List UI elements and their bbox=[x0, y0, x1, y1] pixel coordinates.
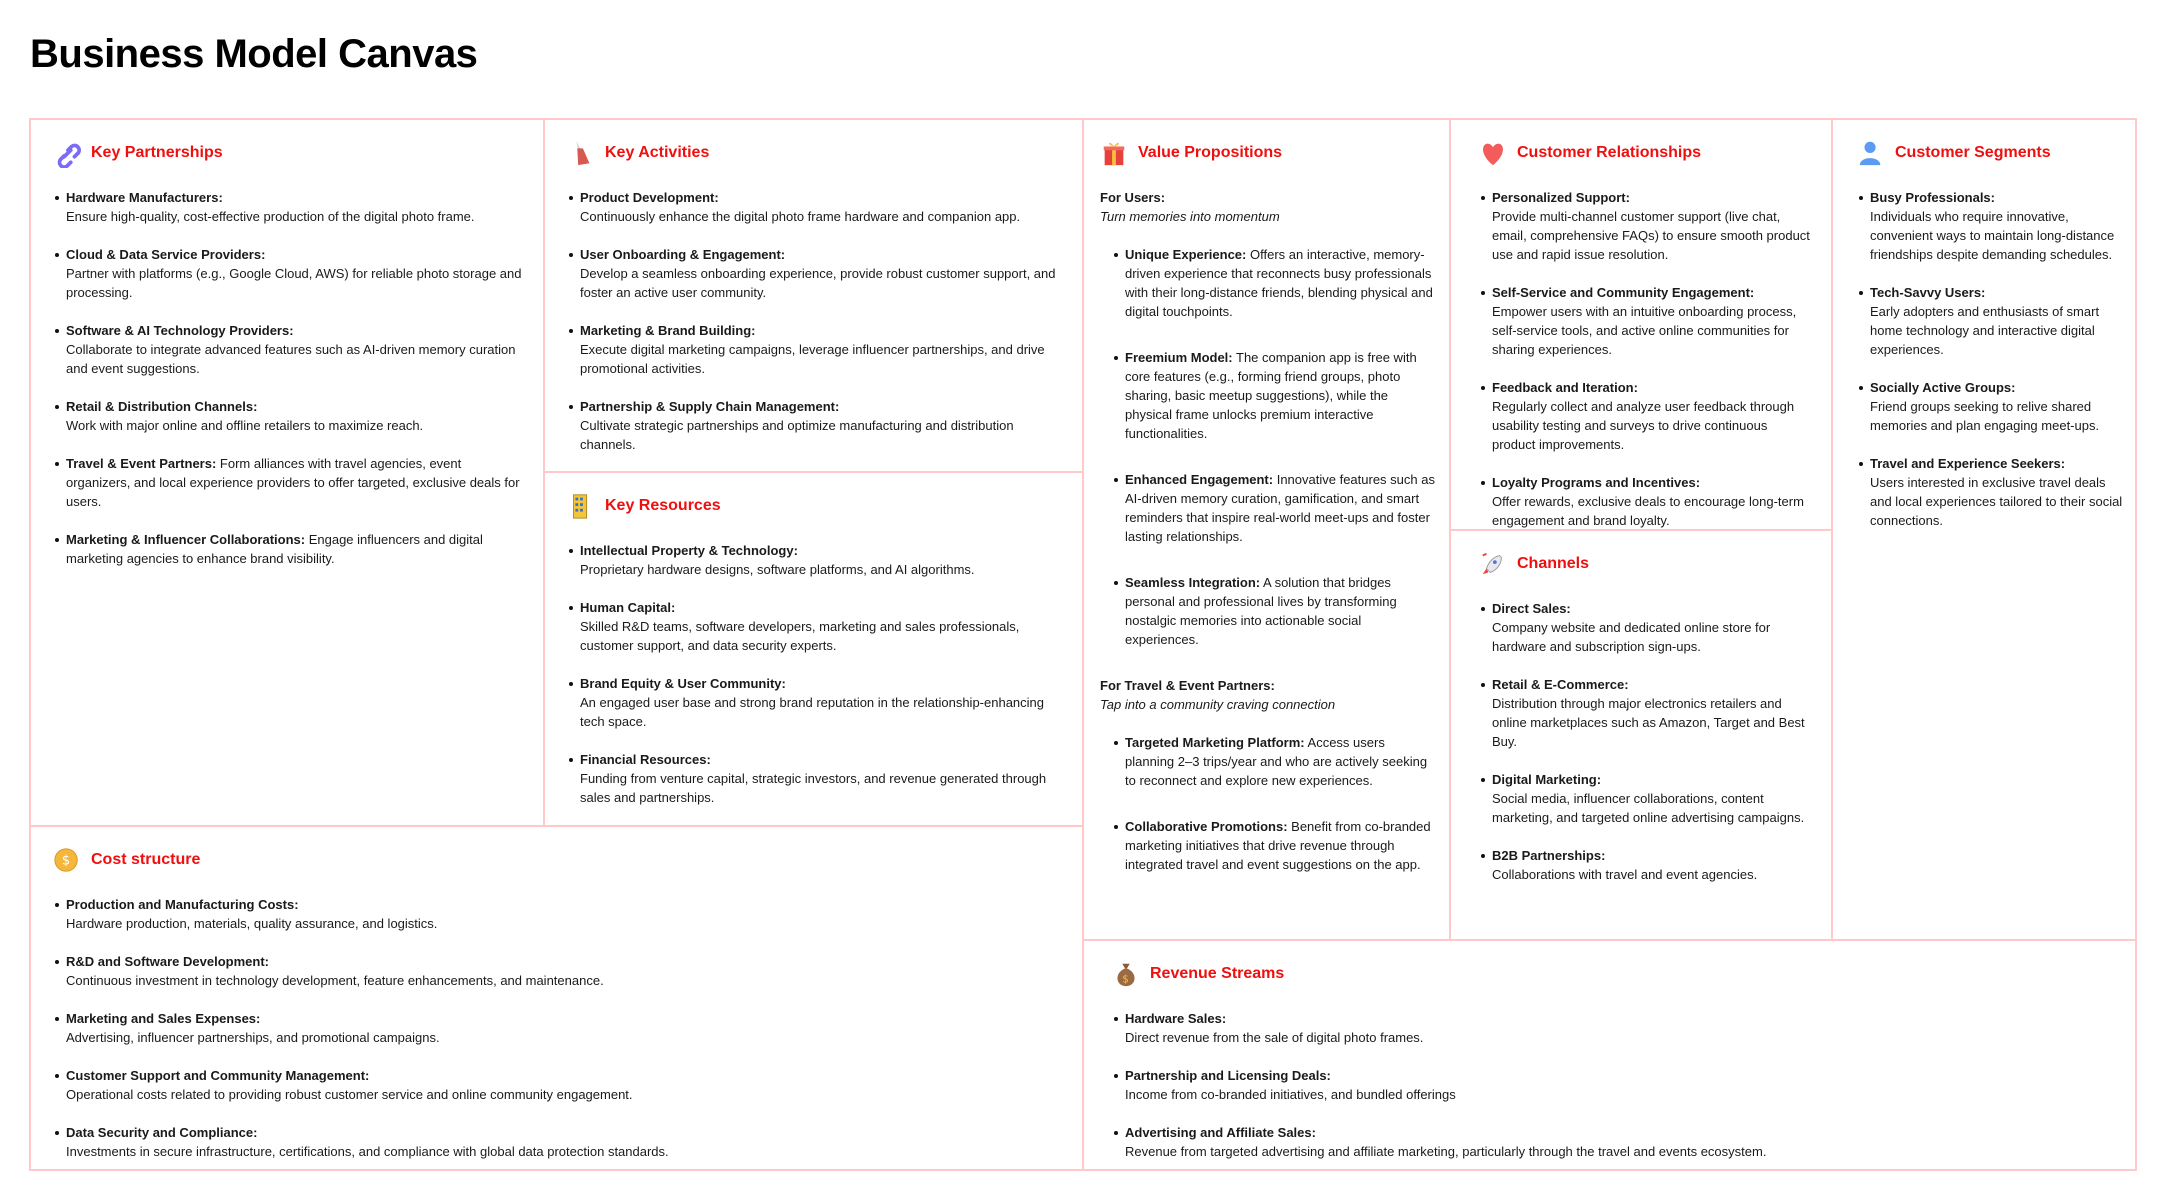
section-title: Revenue Streams bbox=[1150, 965, 1285, 982]
money-bag-icon bbox=[1112, 959, 1150, 989]
item-title: Hardware Manufacturers: bbox=[66, 190, 223, 205]
list-item bbox=[580, 598, 1062, 655]
list-item bbox=[580, 674, 1062, 731]
item-title: Digital Marketing: bbox=[1492, 772, 1602, 787]
item-title: Customer Support and Community Management: bbox=[66, 1068, 370, 1083]
item-text: Benefit from co-branded marketing initiatives that drive revenue through integrated travel and event suggestions on the app. bbox=[1125, 819, 1431, 872]
item-title: Partnership & Supply Chain Management: bbox=[580, 399, 840, 414]
item-title: Intellectual Property & Technology: bbox=[580, 543, 798, 558]
item-text: Innovative features such as AI-driven memory curation, gamification, and smart reminders that inspire real-world meet-ups and foster lasting relationships. bbox=[1125, 472, 1435, 544]
item-text: Funding from venture capital, strategic investors, and revenue generated through sales and partnerships. bbox=[580, 771, 1047, 805]
gift-icon bbox=[1100, 138, 1138, 168]
item-list bbox=[1857, 188, 2123, 530]
item-title: Travel & Event Partners: bbox=[66, 456, 217, 471]
page-title: Business Model Canvas bbox=[30, 32, 478, 76]
list-item bbox=[66, 188, 523, 226]
list-item bbox=[1870, 378, 2123, 435]
item-text: Partner with platforms (e.g., Google Cloud, AWS) for reliable photo storage and processing. bbox=[66, 266, 522, 300]
list-item bbox=[66, 895, 1062, 933]
section-title: Customer Relationships bbox=[1517, 144, 1702, 161]
item-text: Ensure high-quality, cost-effective production of the digital photo frame. bbox=[66, 209, 475, 224]
item-text: Form alliances with travel agencies, event organizers, and local experience providers to offer targeted, exclusive deals for users. bbox=[66, 456, 520, 509]
item-text: Skilled R&D teams, software developers, marketing and sales professionals, customer support, and data security experts. bbox=[580, 619, 1020, 653]
section-header bbox=[567, 136, 1062, 170]
item-title: Hardware Sales: bbox=[1125, 1011, 1227, 1026]
item-list bbox=[1100, 733, 1435, 874]
section-header bbox=[1479, 547, 1811, 581]
item-title: Marketing & Brand Building: bbox=[580, 323, 756, 338]
item-title: Data Security and Compliance: bbox=[66, 1125, 258, 1140]
item-text: Hardware production, materials, quality assurance, and logistics. bbox=[66, 916, 438, 931]
key-resources-section bbox=[543, 471, 1084, 827]
item-text: Provide multi-channel customer support (live chat, email, comprehensive FAQs) to ensure smooth product use and rapid issue resolution. bbox=[1492, 209, 1810, 262]
item-text: Offer rewards, exclusive deals to encourage long-term engagement and brand loyalty. bbox=[1492, 494, 1804, 528]
item-list bbox=[1112, 1009, 2115, 1161]
group-title: For Travel & Event Partners: bbox=[1100, 678, 1275, 693]
item-list bbox=[1100, 245, 1435, 649]
section-title: Customer Segments bbox=[1895, 144, 2051, 161]
list-item bbox=[580, 245, 1062, 302]
item-title: Freemium Model: bbox=[1125, 350, 1233, 365]
list-item bbox=[1125, 245, 1435, 321]
item-text: Distribution through major electronics retailers and online marketplaces such as Amazon, Target and Best Buy. bbox=[1492, 696, 1805, 749]
item-list bbox=[1479, 188, 1811, 530]
group-tagline: Tap into a community craving connection bbox=[1100, 697, 1336, 712]
group-tagline: Turn memories into momentum bbox=[1100, 209, 1280, 224]
item-text: Investments in secure infrastructure, certifications, and compliance with global data protection standards. bbox=[66, 1144, 669, 1159]
item-text: Continuous investment in technology development, feature enhancements, and maintenance. bbox=[66, 973, 604, 988]
list-item bbox=[1492, 770, 1811, 827]
item-title: B2B Partnerships: bbox=[1492, 848, 1606, 863]
svg-text:$: $ bbox=[1122, 973, 1129, 986]
list-item bbox=[66, 397, 523, 435]
customer-relationships-section bbox=[1449, 118, 1833, 531]
list-item bbox=[580, 188, 1062, 226]
list-item bbox=[580, 321, 1062, 378]
list-item bbox=[66, 245, 523, 302]
list-item bbox=[1870, 454, 2123, 530]
item-title: Direct Sales: bbox=[1492, 601, 1571, 616]
item-title: Feedback and Iteration: bbox=[1492, 380, 1638, 395]
list-item bbox=[1125, 1066, 2115, 1104]
building-icon bbox=[567, 491, 605, 521]
list-item bbox=[1870, 283, 2123, 359]
section-title: Key Resources bbox=[605, 497, 721, 514]
coin-icon bbox=[53, 845, 91, 875]
list-item bbox=[1492, 473, 1811, 530]
item-text: Individuals who require innovative, convenient ways to maintain long-distance friendships despite demanding schedules. bbox=[1870, 209, 2115, 262]
key-partnerships-section bbox=[29, 118, 545, 827]
list-item bbox=[66, 1066, 1062, 1104]
list-item bbox=[66, 321, 523, 378]
proposition-group bbox=[1100, 188, 1435, 649]
item-text: Work with major online and offline retailers to maximize reach. bbox=[66, 418, 424, 433]
item-title: Socially Active Groups: bbox=[1870, 380, 2016, 395]
item-text: Proprietary hardware designs, software platforms, and AI algorithms. bbox=[580, 562, 975, 577]
list-item bbox=[1492, 188, 1811, 264]
item-text: Users interested in exclusive travel deals and local experiences tailored to their social connections. bbox=[1870, 475, 2123, 528]
section-title: Value Propositions bbox=[1138, 144, 1283, 161]
item-title: Travel and Experience Seekers: bbox=[1870, 456, 2066, 471]
item-text: An engaged user base and strong brand reputation in the relationship-enhancing tech space. bbox=[580, 695, 1045, 729]
item-title: Tech-Savvy Users: bbox=[1870, 285, 1986, 300]
item-title: Marketing & Influencer Collaborations: bbox=[66, 532, 306, 547]
item-title: Retail & E-Commerce: bbox=[1492, 677, 1629, 692]
person-icon bbox=[1857, 138, 1895, 168]
item-title: Retail & Distribution Channels: bbox=[66, 399, 258, 414]
group-title: For Users: bbox=[1100, 190, 1166, 205]
item-title: Personalized Support: bbox=[1492, 190, 1630, 205]
value-propositions-section bbox=[1082, 118, 1451, 941]
heart-icon bbox=[1479, 138, 1517, 168]
item-text: Empower users with an intuitive onboarding process, self-service tools, and active online communities for sharing experiences. bbox=[1492, 304, 1797, 357]
item-text: Offers an interactive, memory-driven experience that reconnects busy professionals with their long-distance friends, blending physical and digital touchpoints. bbox=[1125, 247, 1433, 319]
item-title: Self-Service and Community Engagement: bbox=[1492, 285, 1755, 300]
section-title: Channels bbox=[1517, 555, 1590, 572]
item-list bbox=[53, 895, 1062, 1161]
svg-text:$: $ bbox=[61, 853, 71, 869]
list-item bbox=[66, 1123, 1062, 1161]
link-icon bbox=[53, 138, 91, 168]
item-title: Collaborative Promotions: bbox=[1125, 819, 1288, 834]
proposition-group bbox=[1100, 676, 1435, 874]
item-text: Cultivate strategic partnerships and optimize manufacturing and distribution channels. bbox=[580, 418, 1014, 452]
item-text: Company website and dedicated online store for hardware and subscription sign-ups. bbox=[1492, 620, 1771, 654]
broom-icon bbox=[567, 138, 605, 168]
list-item bbox=[580, 397, 1062, 454]
item-text: Operational costs related to providing robust customer service and online community engagement. bbox=[66, 1087, 633, 1102]
item-title: Seamless Integration: bbox=[1125, 575, 1261, 590]
item-title: Production and Manufacturing Costs: bbox=[66, 897, 299, 912]
revenue-streams-section bbox=[1082, 939, 2137, 1171]
item-text: A solution that bridges personal and professional lives by transforming nostalgic memories into actionable social experiences. bbox=[1125, 575, 1397, 647]
cost-structure-section bbox=[29, 825, 1084, 1171]
item-text: The companion app is free with core features (e.g., forming friend groups, photo sharing, basic meetup suggestions), while the physical frame unlocks premium interactive functionalities. bbox=[1125, 350, 1417, 441]
item-title: Busy Professionals: bbox=[1870, 190, 1995, 205]
list-item bbox=[1492, 283, 1811, 359]
list-item bbox=[1870, 188, 2123, 264]
section-header bbox=[53, 843, 1062, 877]
item-title: Targeted Marketing Platform: bbox=[1125, 735, 1305, 750]
list-item bbox=[1125, 573, 1435, 649]
item-title: Product Development: bbox=[580, 190, 719, 205]
item-title: R&D and Software Development: bbox=[66, 954, 269, 969]
item-text: Collaborate to integrate advanced features such as AI-driven memory curation and event suggestions. bbox=[66, 342, 516, 376]
section-title: Key Activities bbox=[605, 144, 710, 161]
item-title: User Onboarding & Engagement: bbox=[580, 247, 786, 262]
list-item bbox=[1125, 1009, 2115, 1047]
list-item bbox=[66, 454, 523, 511]
key-activities-section bbox=[543, 118, 1084, 473]
item-title: Cloud & Data Service Providers: bbox=[66, 247, 266, 262]
section-header bbox=[1479, 136, 1811, 170]
item-title: Unique Experience: bbox=[1125, 247, 1247, 262]
item-title: Financial Resources: bbox=[580, 752, 711, 767]
list-item bbox=[1492, 846, 1811, 884]
item-text: Develop a seamless onboarding experience, provide robust customer support, and foster an active user community. bbox=[580, 266, 1056, 300]
list-item bbox=[1125, 470, 1435, 546]
item-title: Brand Equity & User Community: bbox=[580, 676, 786, 691]
item-list bbox=[567, 541, 1062, 807]
list-item bbox=[1492, 675, 1811, 751]
list-item bbox=[1125, 817, 1435, 874]
section-title: Cost structure bbox=[91, 851, 201, 868]
section-header bbox=[1857, 136, 2123, 170]
item-text: Direct revenue from the sale of digital photo frames. bbox=[1125, 1030, 1424, 1045]
list-item bbox=[1492, 599, 1811, 656]
item-text: Early adopters and enthusiasts of smart home technology and interactive digital experiences. bbox=[1870, 304, 2100, 357]
item-text: Regularly collect and analyze user feedback through usability testing and surveys to drive continuous product improvements. bbox=[1492, 399, 1795, 452]
item-text: Continuously enhance the digital photo frame hardware and companion app. bbox=[580, 209, 1021, 224]
item-text: Engage influencers and digital marketing agencies to enhance brand visibility. bbox=[66, 532, 483, 566]
list-item bbox=[580, 541, 1062, 579]
item-text: Income from co-branded initiatives, and bundled offerings bbox=[1125, 1087, 1456, 1102]
item-text: Friend groups seeking to relive shared memories and plan engaging meet-ups. bbox=[1870, 399, 2100, 433]
rocket-icon bbox=[1479, 549, 1517, 579]
item-text: Access users planning 2–3 trips/year and who are actively seeking to reconnect and explore new experiences. bbox=[1125, 735, 1428, 788]
item-text: Social media, influencer collaborations, content marketing, and targeted online advertising campaigns. bbox=[1492, 791, 1805, 825]
customer-segments-section bbox=[1831, 118, 2137, 941]
list-item bbox=[1125, 1123, 2115, 1161]
item-text: Advertising, influencer partnerships, and promotional campaigns. bbox=[66, 1030, 440, 1045]
list-item bbox=[1125, 733, 1435, 790]
item-list bbox=[567, 188, 1062, 454]
section-header bbox=[1100, 136, 1435, 170]
item-title: Marketing and Sales Expenses: bbox=[66, 1011, 261, 1026]
list-item bbox=[66, 952, 1062, 990]
item-title: Enhanced Engagement: bbox=[1125, 472, 1274, 487]
section-title: Key Partnerships bbox=[91, 144, 223, 161]
item-text: Execute digital marketing campaigns, leverage influencer partnerships, and drive promotional activities. bbox=[580, 342, 1045, 376]
item-list bbox=[53, 188, 523, 568]
list-item bbox=[66, 530, 523, 568]
item-title: Advertising and Affiliate Sales: bbox=[1125, 1125, 1316, 1140]
item-title: Partnership and Licensing Deals: bbox=[1125, 1068, 1331, 1083]
channels-section bbox=[1449, 529, 1833, 941]
section-header bbox=[53, 136, 523, 170]
list-item bbox=[1492, 378, 1811, 454]
item-text: Collaborations with travel and event agencies. bbox=[1492, 867, 1758, 882]
item-title: Human Capital: bbox=[580, 600, 676, 615]
list-item bbox=[1125, 348, 1435, 443]
list-item bbox=[66, 1009, 1062, 1047]
section-header bbox=[567, 489, 1062, 523]
item-title: Software & AI Technology Providers: bbox=[66, 323, 294, 338]
item-list bbox=[1479, 599, 1811, 884]
section-header bbox=[1112, 957, 2115, 991]
list-item bbox=[580, 750, 1062, 807]
item-title: Loyalty Programs and Incentives: bbox=[1492, 475, 1701, 490]
item-text: Revenue from targeted advertising and affiliate marketing, particularly through the travel and events ecosystem. bbox=[1125, 1144, 1767, 1159]
